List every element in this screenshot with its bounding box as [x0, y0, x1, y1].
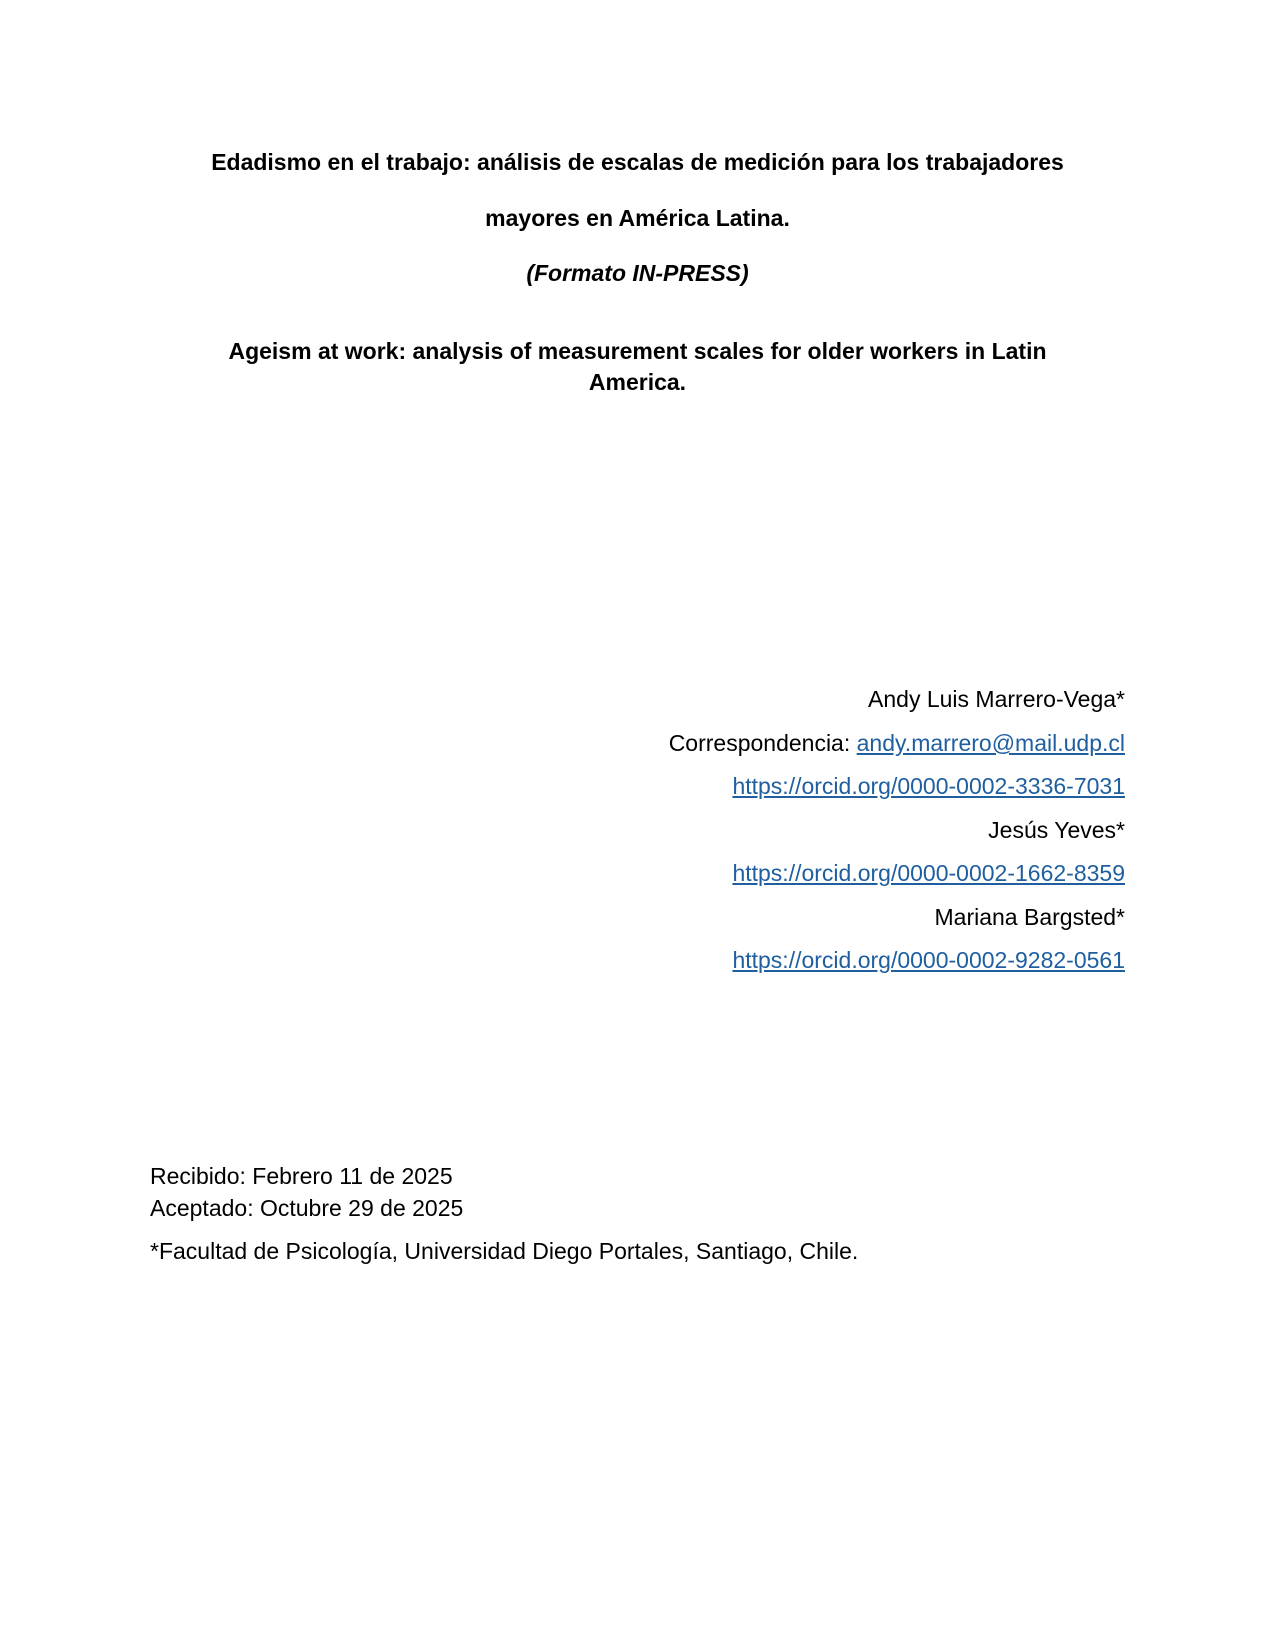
- author-2-name: Jesús Yeves*: [988, 817, 1125, 843]
- author-2-orcid-link[interactable]: https://orcid.org/0000-0002-1662-8359: [732, 860, 1125, 886]
- author-2-orcid-line: [732, 859, 1125, 887]
- title-english-line-2: America.: [588, 369, 687, 395]
- author-3-name: Mariana Bargsted*: [934, 904, 1125, 930]
- title-spanish-line-2: mayores en América Latina.: [485, 205, 790, 231]
- received-date: Recibido: Febrero 11 de 2025: [150, 1163, 453, 1189]
- author-3-orcid-line: [732, 946, 1125, 974]
- correspondence-email-link[interactable]: andy.marrero@mail.udp.cl: [856, 730, 1125, 756]
- author-1-orcid-link[interactable]: https://orcid.org/0000-0002-3336-7031: [732, 773, 1125, 799]
- author-1-name: Andy Luis Marrero-Vega*: [868, 686, 1125, 712]
- correspondence-label: Correspondencia:: [668, 730, 857, 756]
- accepted-date: Aceptado: Octubre 29 de 2025: [150, 1195, 464, 1221]
- format-note: (Formato IN-PRESS): [526, 260, 749, 286]
- author-3-orcid-link[interactable]: https://orcid.org/0000-0002-9282-0561: [732, 947, 1125, 973]
- title-spanish-line-1: Edadismo en el trabajo: análisis de escalas de medición para los trabajadores: [211, 149, 1064, 175]
- title-english-line-1: Ageism at work: analysis of measurement scales for older workers in Latin: [228, 338, 1047, 364]
- affiliation-note: *Facultad de Psicología, Universidad Diego Portales, Santiago, Chile.: [150, 1238, 859, 1264]
- correspondence-line: [669, 729, 1125, 757]
- author-1-orcid-line: [732, 772, 1125, 800]
